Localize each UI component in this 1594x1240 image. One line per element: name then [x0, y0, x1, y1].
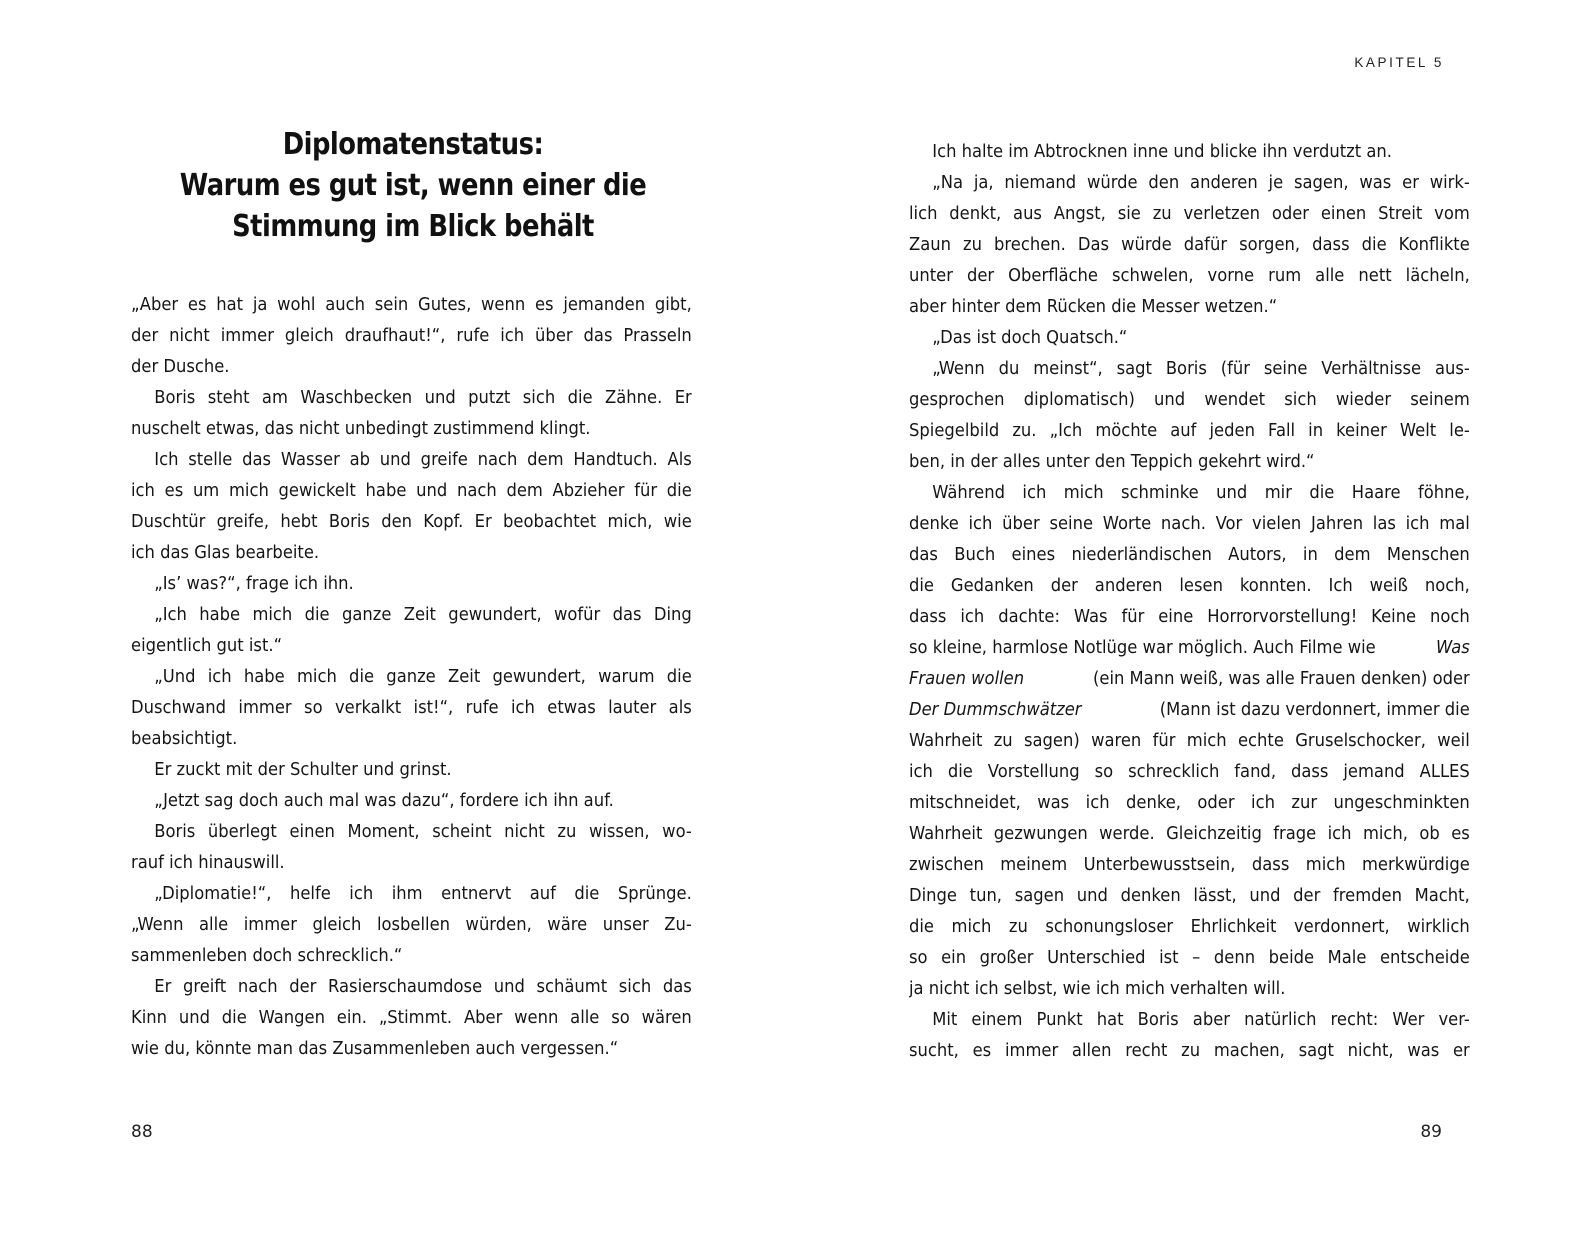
- text-line: gesprochen diplomatisch) und wendet sich wieder seinem: [909, 390, 1470, 410]
- text-line: der Dusche.: [131, 357, 230, 377]
- chapter-title: [170, 124, 655, 247]
- text-segment: so kleine, harmlose Notlüge war möglich. Auch Filme wie: [909, 638, 1381, 658]
- text-line: [909, 633, 1470, 664]
- text-line: rauf ich hinauswill.: [131, 853, 285, 873]
- text-line: ich die Vorstellung so schrecklich fand, dass jemand ALLES: [909, 762, 1470, 782]
- text-line: ja nicht ich selbst, wie ich mich verhalten will.: [909, 979, 1286, 999]
- text-line: der nicht immer gleich draufhaut!“, rufe ich über das Prasseln: [131, 326, 692, 346]
- text-line: „Ich habe mich die ganze Zeit gewundert, wofür das Ding: [154, 605, 692, 625]
- text-segment: (Mann ist dazu verdonnert, immer die: [1154, 700, 1470, 720]
- text-segment: Was: [1435, 638, 1470, 658]
- text-line: Er zuckt mit der Schulter und grinst.: [154, 760, 452, 780]
- text-line: „Und ich habe mich die ganze Zeit gewundert, warum die: [154, 667, 692, 687]
- text-line: Kinn und die Wangen ein. „Stimmt. Aber wenn alle so wären: [131, 1008, 692, 1028]
- text-segment: (ein Mann weiß, was alle Frauen denken) oder: [1087, 669, 1470, 689]
- right-page: [797, 0, 1594, 1240]
- text-line: Duschwand immer so verkalkt ist!“, rufe ich etwas lauter als: [131, 698, 692, 718]
- text-line: Wahrheit zu sagen) waren für mich echte Gruselschocker, weil: [909, 731, 1470, 751]
- text-line: unter der Oberfläche schwelen, vorne rum alle nett lächeln,: [909, 266, 1470, 286]
- text-line: beabsichtigt.: [131, 729, 238, 749]
- text-line: Mit einem Punkt hat Boris aber natürlich recht: Wer ver-: [932, 1010, 1470, 1030]
- chapter-title-line: Warum es gut ist, wenn einer die: [179, 168, 647, 203]
- page-number-left: 88: [131, 1122, 153, 1142]
- text-line: ich das Glas bearbeite.: [131, 543, 320, 563]
- text-line: Boris steht am Waschbecken und putzt sich die Zähne. Er: [154, 388, 692, 408]
- text-segment: Frauen wollen: [909, 669, 1025, 689]
- text-line: wie du, könnte man das Zusammenleben auch vergessen.“: [131, 1039, 619, 1059]
- page-number-right: 89: [1420, 1122, 1442, 1142]
- text-line: „Diplomatie!“, helfe ich ihm entnervt auf die Sprünge.: [154, 884, 692, 904]
- text-line: Während ich mich schminke und mir die Haare föhne,: [932, 483, 1470, 503]
- chapter-title-line: Stimmung im Blick behält: [232, 209, 594, 244]
- text-line: lich denkt, aus Angst, sie zu verletzen oder einen Streit vom: [909, 204, 1470, 224]
- text-line: denke ich über seine Worte nach. Vor vielen Jahren las ich mal: [909, 514, 1470, 534]
- right-body-text: [909, 137, 1470, 1067]
- text-line: „Das ist doch Quatsch.“: [932, 328, 1128, 348]
- text-line: „Is’ was?“, frage ich ihn.: [154, 574, 354, 594]
- text-line: die Gedanken der anderen lesen konnten. Ich weiß noch,: [909, 576, 1470, 596]
- text-line: Dinge tun, sagen und denken lässt, und der fremden Macht,: [909, 886, 1470, 906]
- left-body-text: [131, 290, 692, 1065]
- text-line: „Wenn alle immer gleich losbellen würden, wäre unser Zu-: [131, 915, 692, 935]
- text-line: [909, 695, 1470, 726]
- text-line: sammenleben doch schrecklich.“: [131, 946, 403, 966]
- text-line: ben, in der alles unter den Teppich gekehrt wird.“: [909, 452, 1315, 472]
- text-line: „Jetzt sag doch auch mal was dazu“, fordere ich ihn auf.: [154, 791, 614, 811]
- text-line: aber hinter dem Rücken die Messer wetzen.“: [909, 297, 1278, 317]
- running-head: KAPITEL 5: [1354, 55, 1444, 70]
- text-line: „Aber es hat ja wohl auch sein Gutes, wenn es jemanden gibt,: [131, 295, 692, 315]
- text-line: Wahrheit gezwungen werde. Gleichzeitig frage ich mich, ob es: [909, 824, 1470, 844]
- text-line: [909, 664, 1470, 695]
- text-line: die mich zu schonungsloser Ehrlichkeit verdonnert, wirklich: [909, 917, 1470, 937]
- text-line: zwischen meinem Unterbewusstsein, dass mich merkwürdige: [909, 855, 1470, 875]
- text-line: mitschneidet, was ich denke, oder ich zur ungeschminkten: [909, 793, 1470, 813]
- text-segment: Der Dummschwätzer: [909, 700, 1082, 720]
- text-line: so ein großer Unterschied ist – denn beide Male entscheide: [909, 948, 1470, 968]
- text-line: Er greift nach der Rasierschaumdose und schäumt sich das: [154, 977, 692, 997]
- text-line: Spiegelbild zu. „Ich möchte auf jeden Fall in keiner Welt le-: [909, 421, 1470, 441]
- text-line: Duschtür greife, hebt Boris den Kopf. Er beobachtet mich, wie: [131, 512, 692, 532]
- text-line: sucht, es immer allen recht zu machen, sagt nicht, was er: [909, 1041, 1470, 1061]
- text-line: eigentlich gut ist.“: [131, 636, 283, 656]
- text-line: nuschelt etwas, das nicht unbedingt zustimmend klingt.: [131, 419, 591, 439]
- text-line: Ich halte im Abtrocknen inne und blicke ihn verdutzt an.: [932, 142, 1392, 162]
- text-line: Boris überlegt einen Moment, scheint nicht zu wissen, wo-: [154, 822, 692, 842]
- chapter-title-line: Diplomatenstatus:: [282, 127, 544, 162]
- text-line: ich es um mich gewickelt habe und nach dem Abzieher für die: [131, 481, 692, 501]
- text-line: das Buch eines niederländischen Autors, in dem Menschen: [909, 545, 1470, 565]
- text-line: dass ich dachte: Was für eine Horrorvorstellung! Keine noch: [909, 607, 1470, 627]
- text-line: „Wenn du meinst“, sagt Boris (für seine Verhältnisse aus-: [932, 359, 1470, 379]
- text-line: Zaun zu brechen. Das würde dafür sorgen, dass die Konflikte: [909, 235, 1470, 255]
- text-line: Ich stelle das Wasser ab und greife nach dem Handtuch. Als: [154, 450, 692, 470]
- text-line: „Na ja, niemand würde den anderen je sagen, was er wirk-: [932, 173, 1470, 193]
